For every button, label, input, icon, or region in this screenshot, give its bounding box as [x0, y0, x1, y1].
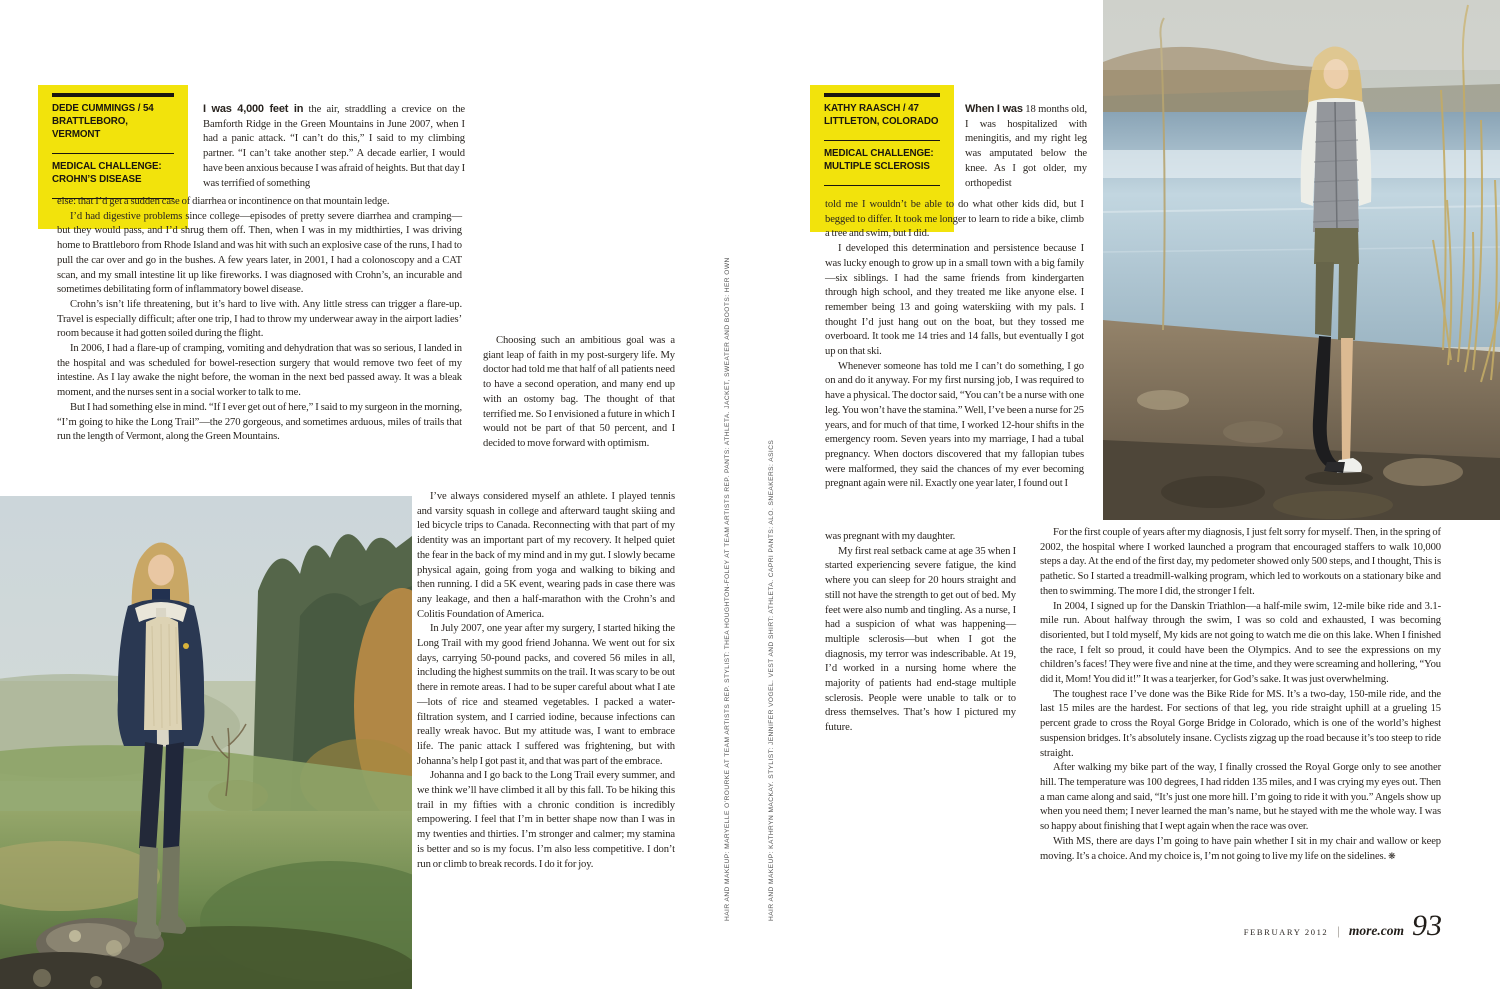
dede-column-1: [57, 195, 462, 445]
lead-text: the air, straddling a crevice on the Bamforth Ridge in the Green Mountains in June 2007, when I had a panic attack. “I can’t do this,” I said to my climbing partner. “I can’t take another step.” A decade earlier, I would have been anxious because I was afraid of heights. But that day I was terrified of something: [203, 104, 465, 189]
issue-date: FEBRUARY 2012: [1243, 927, 1329, 937]
body-paragraph: In 2004, I signed up for the Danskin Triathlon—a half-mile swim, 12-mile bike ride and 3.1-mile run. About halfway through the swim, I was so cold and exhausted, I was becoming disoriented, but I told myself, My kids are not going to watch me die on this lake. When I finished the race, I felt so proud, it could have been the Olympics. And to see the expressions on my children’s faces! They were five and nine at the time, and they were screaming and hollering, “You did it, Mom! You did it!” It was a tearjerker, for God’s sake. It was just overwhelming.: [1040, 600, 1441, 686]
kathy-lead-paragraph: [965, 102, 1087, 191]
thin-rule: [52, 153, 174, 154]
body-paragraph: [1040, 835, 1441, 865]
lead-in-bold: When I was: [965, 103, 1023, 115]
photo-dede-cummings: [0, 496, 412, 989]
challenge-value: MULTIPLE SCLEROSIS: [824, 161, 930, 172]
photo-kathy-raasch: [1103, 0, 1500, 520]
body-paragraph: else: that I’d get a sudden case of diarrhea or incontinence on that mountain ledge.: [57, 196, 390, 207]
body-paragraph: Choosing such an ambitious goal was a giant leap of faith in my post-surgery life. My doctor had told me that half of all patients need to have a second operation, and many end up with an ostomy bag. The thought of that terrified me. So I envisioned a future in which I would not be part of that 50 percent, and I decided to move forward with optimism.: [483, 335, 675, 449]
capri-right-leg: [1338, 262, 1358, 340]
body-paragraph: After walking my bike part of the way, I finally crossed the Royal Gorge only to see another hill. The temperature was 100 degrees, I had ridden 135 miles, and I was crying my eyes out. Then a man came along and said, “It’s just one more hill. I’m going to ride it with you.” Angels show up when you need them; I never learned the man’s name, but he stayed with me the whole way. I was so happy about finishing that I wept again when the race was over.: [1040, 762, 1441, 833]
body-paragraph: Whenever someone has told me I can’t do something, I go on and do it anyway. For my first nursing job, I was required to have a physical. The doctor said, “You can’t be a nurse with one leg. You won’t have the stamina.” Well, I’ve been a nurse for 25 years, and for much of that time, I worked 12-hour shifts in the emergency room. Seven years into my marriage, I had a tubal pregnancy. When doctors discovered that my fallopian tubes were malformed, they said the chances of my ever becoming pregnant again were nil. Exactly one year later, I found out I: [825, 360, 1084, 490]
photo-credit-kathy: HAIR AND MAKEUP: KATHRYN MACKAY. STYLIST: JENNIFER VOGEL. VEST AND SHIRT: ATHLETA. CAPRI PANTS: ALO. SNEAKERS: ASICS: [768, 439, 775, 921]
challenge-label: MEDICAL CHALLENGE:: [52, 161, 162, 172]
end-mark-icon: ❋: [1388, 851, 1396, 862]
profile-age: / 54: [137, 103, 154, 114]
lead-text: 18 months old, I was hospitalized with meningitis, and my right leg was amputated below the knee. As I got older, my orthopedist: [965, 104, 1088, 189]
autumn-field-scene: [0, 496, 412, 989]
thick-rule: [52, 93, 174, 97]
body-paragraph: was pregnant with my daughter.: [825, 531, 956, 542]
kathy-column-3: [1040, 526, 1441, 865]
body-paragraph: But I had something else in mind. “If I ever get out of here,” I said to my surgeon in the morning, “I’m going to hike the Long Trail”—the 270 gorgeous, and sometimes arduous, miles of trails that run the length of Vermont, along the Green Mountains.: [57, 401, 462, 443]
challenge-value: CROHN’S DISEASE: [52, 174, 142, 185]
body-paragraph: I’d had digestive problems since college—episodes of pretty severe diarrhea and cramping—but they would pass, and I’d shrug them off. Then, when I was in my midthirties, I was driving home to Brattleboro from Rhode Island and was hit with such an explosive case of the runs, I had to pull the car over and go in the bushes. A few years later, in 2001, I had a colonoscopy and a CAT scan, and my small intestine lit up like fireworks. I was diagnosed with Crohn’s, an incurable and sometimes debilitating form of inflammatory bowel disease.: [57, 210, 462, 296]
profile-location: LITTLETON, COLORADO: [824, 116, 939, 127]
profile-name: DEDE CUMMINGS: [52, 103, 136, 114]
profile-name-line: [824, 102, 940, 128]
body-paragraph: My first real setback came at age 35 when I started experiencing severe fatigue, the kind where you can sleep for 20 hours straight and still not have the strength to get out of bed. My feet were also numb and tingling. As a nurse, I had a suspicion of what was happening—multiple sclerosis—but when I got the diagnosis, my terror was indescribable. At 19, I’d worked in a nursing home where the majority of patients had end-stage multiple sclerosis. People were unable to talk or to dress themselves. That’s how I pictured my future.: [825, 545, 1016, 734]
profile-age: / 47: [902, 103, 919, 114]
closing-text: With MS, there are days I’m going to have pain whether I sit in my chair and wallow or keep moving. It’s a choice. And my choice is, I’m not going to live my life on the sidelines.: [1040, 835, 1441, 863]
body-paragraph: I’ve always considered myself an athlete. I played tennis and varsity squash in college and afterward taught skiing and led bicycle trips to Canada. Reconnecting with that part of my identity was an important part of my recovery. It helped quiet the fear in the back of my mind and in my gut. I slowly became physical again, going from yoga and walking to biking and then running. I did a 5K event, wearing pads in case there was any leakage, and then a half-marathon with the Crohn’s and Colitis Foundation of America.: [417, 491, 675, 620]
body-paragraph: For the first couple of years after my diagnosis, I just felt sorry for myself. Then, in the spring of 2002, the hospital where I worked launched a program that encouraged staffers to walk 10,000 steps a day. At the end of the first day, my pedometer showed only 500 steps, and I thought, This is pathetic. So I started a treadmill-walking program, which led to workouts on a stationary bike and then to swimming. The more I did, the stronger I felt.: [1040, 527, 1441, 597]
profile-location: BRATTLEBORO, VERMONT: [52, 116, 128, 140]
footer-separator: |: [1337, 923, 1340, 938]
profile-name-line: [52, 102, 174, 141]
thin-rule: [824, 140, 940, 141]
capri-hips: [1314, 228, 1359, 264]
challenge-line: [824, 147, 940, 173]
body-paragraph: told me I wouldn’t be able to do what other kids did, but I begged to differ. It took me longer to learn to ride a bike, climb a tree and swim, but I did.: [825, 199, 1084, 240]
challenge-line: [52, 160, 174, 186]
challenge-label: MEDICAL CHALLENGE:: [824, 148, 934, 159]
dede-lead-paragraph: [203, 102, 465, 191]
site-name: more.com: [1348, 923, 1404, 938]
capri-left-leg: [1315, 262, 1334, 336]
body-paragraph: In July 2007, one year after my surgery, I started hiking the Long Trail with my good friend Johanna. We went out for six days, carrying 50-pound packs, and covered 56 miles in all, including the highest summits on the trail. It was scary to be out there in remote areas. I had to be super careful about what I ate—lots of rice and steamed vegetables. I packed a water-filtration system, and I carried iodine, because infections can really wreak havoc. But my attitude was, I want to embrace life. The panic attack I suffered was frightening, but with Johanna’s help I got past it, and that was part of the embrace.: [417, 623, 675, 767]
page-number: 93: [1412, 909, 1442, 942]
profile-name: KATHY RAASCH: [824, 103, 901, 114]
photo-credit-dede: HAIR AND MAKEUP: MARYELLE O’ROURKE AT TEAM ARTISTS REP. STYLIST: THEA HOUGHTON-FOLEY AT TEAM ARTISTS REP. PANTS: ATHLETA. JACKET, SWEATER AND BOOTS: HER OWN: [724, 257, 731, 921]
body-paragraph: Johanna and I go back to the Long Trail every summer, and we think we’ll have climbed it all by this fall. To be hiking this trail in my fifties with a chronic condition is incredibly empowering. I feel that I’m in better shape now than I was in my twenties and thirties. I’m stronger and calmer; my stamina is better and so is my focus. I’m also less competitive. I don’t run or climb to break records. I do it for joy.: [417, 770, 675, 870]
dede-column-2-upper: [483, 334, 675, 452]
kathy-column-2: [825, 530, 1016, 736]
body-paragraph: I developed this determination and persistence because I was lucky enough to grow up in a small town with a big family—six siblings. I had the same friends from kindergarten through high school, and they treated me like anyone else. I remember being 13 and going waterskiing with my pals. I thought I’d just hang out on the boat, but they tossed me overboard. It took me 14 tries and 14 falls, but eventually I got up on that ski.: [825, 243, 1084, 358]
thick-rule: [824, 93, 940, 97]
dede-column-2-lower: [417, 490, 675, 872]
lakeshore-scene: [1103, 0, 1500, 520]
thin-rule: [824, 185, 940, 186]
page-footer: [1243, 909, 1442, 942]
body-paragraph: Crohn’s isn’t life threatening, but it’s hard to live with. Any little stress can trigger a flare-up. Travel is especially difficult; after one trip, I had to throw my underwear away in the airport ladies’ room because it had gotten soiled during the flight.: [57, 298, 462, 340]
jacket-logo: [183, 643, 189, 649]
face: [148, 555, 174, 586]
body-paragraph: In 2006, I had a flare-up of cramping, vomiting and dehydration that was so serious, I landed in the hospital and was scheduled for bowel-resection surgery that would remove two feet of my intestine. As I lay awake the night before, the woman in the next bed passed away. It was a bleak moment, and the nurses sent in a social worker to talk to me.: [57, 343, 462, 399]
body-paragraph: The toughest race I’ve done was the Bike Ride for MS. It’s a two-day, 150-mile ride, and the last 15 miles are the hardest. For sections of that leg, you ride straight uphill at a grueling 15 percent grade to cross the Royal Gorge Bridge in Colorado, which is one of the world’s highest suspension bridges. It’s absolutely insane. Cyclists zigzag up the road because it’s too steep to ride straight.: [1040, 688, 1441, 759]
kathy-column-1: [825, 198, 1084, 492]
ground-shadow: [1305, 471, 1373, 485]
lead-in-bold: I was 4,000 feet in: [203, 103, 304, 115]
haze-overlay: [1103, 0, 1500, 70]
